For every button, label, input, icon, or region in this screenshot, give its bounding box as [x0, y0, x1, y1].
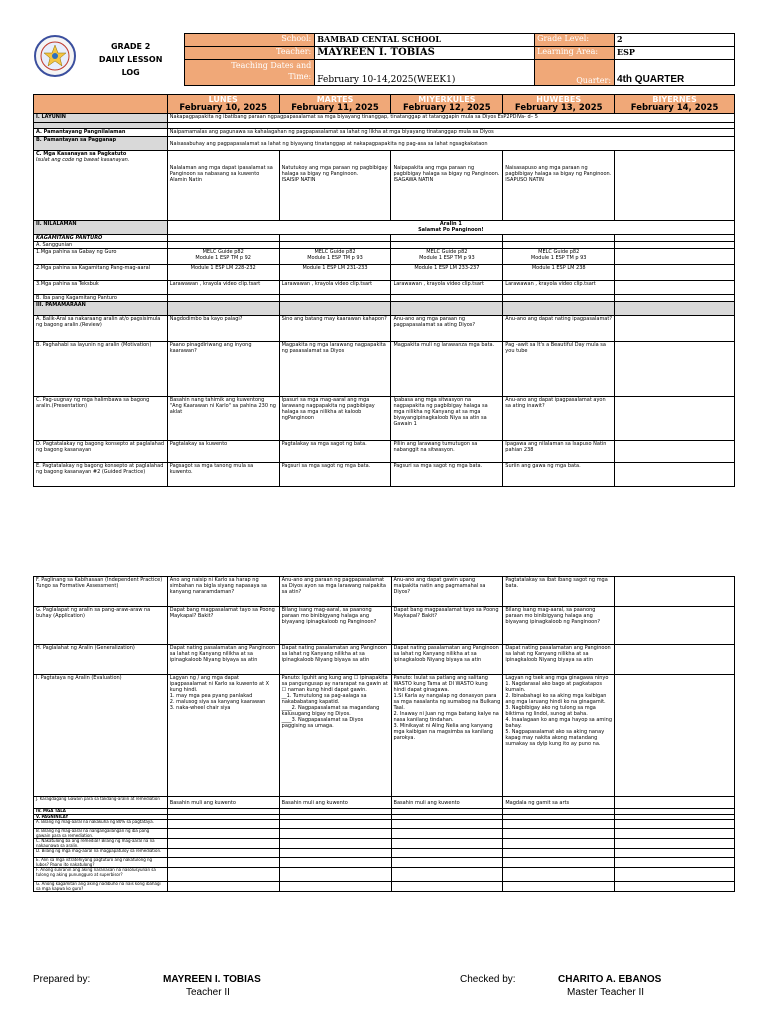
pag-uugnay-thursday: Anu-ano ang dapat ipagpasalamat ayon sa ating inawit? — [503, 397, 615, 441]
learning-area-label: Learning Area: — [535, 47, 615, 60]
reflection-row-f: F. Anong suliranin ang aking naranasan na nasolusyunan sa tulong ng aking punungguro at superbisor? — [34, 868, 168, 882]
teacher-value: MAYREEN I. TOBIAS — [315, 47, 535, 60]
pag-uugnay-tuesday: Ipasuri sa mga mag-aaral ang mga larawang nagpapakita ng pagbibigay halaga sa mga nilikha at kaloob ngPanginoon — [279, 397, 391, 441]
teksbuk-label: 3.Mga pahina sa Teksbuk — [34, 281, 168, 295]
pag-uugnay-label: C. Pag-uugnay ng mga halimbawa sa bagong aralin.(Presentation) — [34, 397, 168, 441]
kasanayan-friday — [615, 151, 735, 221]
gabay-guro-label: 1.Mga pahina sa Gabay ng Guro — [34, 249, 168, 265]
grade-level-value: 2 — [615, 34, 735, 47]
paghahabi-wednesday: Magpakita muli ng larawanza mga bata. — [391, 342, 503, 397]
balik-aral-wednesday: Anu-ano ang mga paraan ng pagpapasalamat sa ating Diyos? — [391, 316, 503, 342]
pagtatalakay-2-label: E. Pagtatalakay ng bagong konsepto at paglalahad ng bagong kasanayan #2 (Guided Practice) — [34, 463, 168, 487]
mag-aaral-tuesday: Module 1 ESP LM 231-233 — [279, 265, 391, 281]
paglinang-label: F. Paglinang sa Kabihasaan (Independent Practice) Tungo sa Formative Assessment) — [34, 577, 168, 607]
kagamitang-mag-aaral-label: 2.Mga pahina sa Kagamitang Pang-mag-aaral — [34, 265, 168, 281]
quarter-label: Quarter: — [535, 60, 615, 86]
paglalapat-monday: Dapat bang magpasalamat tayo sa Poong Maykapal? Bakit? — [167, 607, 279, 645]
kasanayan-wednesday: Naipapakita ang mga paraan ng pagbibigay halaga sa bigay ng Panginoon. ISAGAWA NATIN — [391, 151, 503, 221]
pamantayan-sa-pagganap-text: Naisasabuhay ang pagpapasalamat sa lahat ng biyayang tinatanggap at nakapagpapakita ng pag-asa sa lahat ngsagkakataon — [167, 137, 734, 151]
document-title: GRADE 2 DAILY LESSON LOG — [98, 42, 163, 77]
aralin-title: Aralin 1 Salamat Po Panginoon! — [167, 221, 734, 235]
balik-aral-tuesday: Sino ang batang may kaarawan kahapon? — [279, 316, 391, 342]
prepared-by-role: Teacher II — [186, 987, 230, 998]
paglalapat-label: G. Paglalapat ng aralin sa pang-araw-araw na buhay (Application) — [34, 607, 168, 645]
paghahabi-friday — [615, 342, 735, 397]
layunin-label: I. LAYUNIN — [34, 114, 168, 123]
pagtatalakay-1-thursday: Ipagawa ang nilalaman sa Isapuso Natin pahian 238 — [503, 441, 615, 463]
day-tuesday: MARTES February 11, 2025 — [279, 95, 391, 114]
reflection-row-b: B. Bilang ng mag-aaral na nangangailangan ng iba pang gawain para sa remediation. — [34, 829, 168, 839]
gabay-guro-thursday: MELC Guide p82 Module 1 ESP TM p 93 — [503, 249, 615, 265]
pag-uugnay-wednesday: Ipabasa ang mga sitwasyon na nagpapakita ng pagbibigay halaga sa mga nilikha ng Kanyang at sa mga biyayangipinagkaloob Niya sa atin sa Gawain 1 — [391, 397, 503, 441]
checked-by-name: CHARITO A. EBANOS — [558, 974, 662, 985]
karagdagang-wednesday: Basahin muli ang kuwento — [391, 797, 503, 809]
paglalahat-friday — [615, 645, 735, 675]
paglalahat-label: H. Paglalahat ng Aralin (Generalization) — [34, 645, 168, 675]
paglalahat-wednesday: Dapat nating pasalamatan ang Panginoon sa lahat ng Kanyang nilikha at sa ipinagkaloob Niyang biyaya sa atin — [391, 645, 503, 675]
iba-pang-kagamitan-label: B. Iba pang Kagamitang Panturo — [34, 295, 168, 302]
mga-tala-label: IV. MGA TALA — [34, 809, 168, 815]
teksbuk-thursday: Larawawan , krayola video clip.tsart — [503, 281, 615, 295]
teksbuk-friday — [615, 281, 735, 295]
day-header-row — [34, 95, 735, 114]
karagdagang-tuesday: Basahin muli ang kuwento — [279, 797, 391, 809]
pagtatalakay-1-tuesday: Pagtalakay sa mga sagot ng bata. — [279, 441, 391, 463]
teksbuk-wednesday: Larawawan , krayola video clip.tsart — [391, 281, 503, 295]
nilalaman-label: II. NILALAMAN — [34, 221, 168, 235]
sanggunian-label: A. Sanggunian — [34, 242, 168, 249]
reflection-row-a: A. Bilang ng mag-aaral na nakakuha ng 80% sa pagtataya. — [34, 820, 168, 829]
karagdagang-monday: Basahin muli ang kuwento — [167, 797, 279, 809]
paglalapat-wednesday: Dapat bang magpasalamat tayo sa Poong Maykapal? Bakit? — [391, 607, 503, 645]
paglalahat-monday: Dapat nating pasalamatan ang Panginoon sa lahat ng Kanyang nilikha at sa ipinagkaloob Niyang biyaya sa atin — [167, 645, 279, 675]
pamantayang-pangnilalaman-text: Naipamamalas ang pagunawa sa kahalagahan ng pagpapasalamat sa lahat ng likha at mga biyayang tinatanggap mula sa Diyos — [167, 129, 734, 137]
reflection-row-d: D. Bilang ng mga mag-aaral na magpapatuloy sa remediation. — [34, 849, 168, 858]
lesson-table-page2 — [33, 576, 735, 892]
layunin-text: Nakapagpapakita ng ibatibang paraan ngpagpapasalamat sa mga biyayang tinanggap, tinatanggap at tatanggapin mula sa Diyos EsP2PDIVa- d– 5 — [167, 114, 734, 123]
paglinang-monday: Ano ang naisip ni Karlo sa harap ng simbahan na bigla siyang napasaya sa kanyang nararamdaman? — [167, 577, 279, 607]
day-wednesday: MIYERKULES February 12, 2025 — [391, 95, 503, 114]
karagdagang-thursday: Magdala ng gamit sa arts — [503, 797, 615, 809]
pagtatalakay-1-label: D. Pagtatalakay ng bagong konsepto at paglalahad ng bagong kasanayan — [34, 441, 168, 463]
teacher-label: Teacher: — [185, 47, 315, 60]
pagtatalakay-2-tuesday: Pagsuri sa mga sagot ng mga bata. — [279, 463, 391, 487]
paglalapat-friday — [615, 607, 735, 645]
pagtatalakay-1-wednesday: Piliin ang larawang tumutugon sa nabanggit na sitwasyon. — [391, 441, 503, 463]
paglinang-tuesday: Anu-ano ang paraan ng pagpapasalamat sa Diyos ayon sa mga larawang naipakita sa atin? — [279, 577, 391, 607]
gabay-guro-monday: MELC Guide p82 Module 1 ESP TM p 92 — [167, 249, 279, 265]
pagtataya-thursday: Lagyan ng tsek ang mga ginagawa ninyo 1. Nagdarasal ako bago at pagkatapos kumain. 2. Ibinabahagi ko sa aking mga kaibigan ang mga laruang hindi ko na ginagamit. 3. Nagbibigay ako ng tulong sa mga biktima ng lindol, sunog at baha. 4. Inaalagaan ko ang mga hayop sa aming bahay. 5. Nagpapasalamat ako sa aking nanay kapag may nakita akong matandang sumakay sa dyip kung ito ay puno na. — [503, 675, 615, 797]
learning-area-value: ESP — [615, 47, 735, 60]
reflection-row-c: C. Nakatulong ba ang remedial? Bilang ng mag-aaral na na nakaunawa sa aralin. — [34, 839, 168, 849]
grade-level-label: Grade Level: — [535, 34, 615, 47]
paglinang-wednesday: Anu-ano ang dapat gawin upang maipakita natin ang pagmamahal sa Diyos? — [391, 577, 503, 607]
reflection-row-e: E. Alin sa mga istratehiyang pagtuturo ang nakatulong ng lubos? Paano ito nakatulong? — [34, 858, 168, 868]
kasanayan-monday: Nalalaman ang mga dapat ipasalamat sa Panginoon sa nabasang sa kuwento Alamin Natin — [167, 151, 279, 221]
paglalapat-tuesday: Bilang isang mag-aaral, sa paanong paraan mo binibigyang halaga ang biyayang ipinagkaloob ng Panginoon? — [279, 607, 391, 645]
prepared-by-label: Prepared by: — [33, 974, 91, 985]
kasanayan-thursday: Naisasapuso ang mga paraan ng pagbibigay halaga sa bigay ng Panginoon. ISAPUSO NATIN — [503, 151, 615, 221]
pagninilay-label: V. PAGNINILAY — [34, 814, 168, 820]
mag-aaral-thursday: Module 1 ESP LM 238 — [503, 265, 615, 281]
pagtataya-monday: Lagyan ng / ang mga dapat ipagpasalamat ni Karlo sa kuwento at X kung hindi. 1. may mga pea pyang panlakad 2. malusog siya sa kanyang kaarawan 3. naka-wheel chair siya — [167, 675, 279, 797]
mag-aaral-friday — [615, 265, 735, 281]
pagtataya-tuesday: Panuto: Iguhit ang kung ang ☐ ipinapakita sa pangungusap ay nararapat na gawin at ☐ naman kung hindi dapat gawin. __1. Tumutulong sa pag-aalaga sa nakababatang kapatid. ____2. Nagpapasalamat sa magandang kalusugang bigay ng Diyos. ____3. Nagpapasalamat sa Diyos paggising sa umaga. — [279, 675, 391, 797]
paglalahat-thursday: Dapat nating pasalamatan ang Panginoon sa lahat ng Kanyang nilikha at sa ipinagkaloob Niyang biyaya sa atin — [503, 645, 615, 675]
karagdagang-gawain-label: J. Karagdagang Gawain para sa takdang-aralin at remediation — [34, 797, 168, 809]
paglinang-friday — [615, 577, 735, 607]
pagtataya-label: I. Pagtataya ng Aralin (Evaluation) — [34, 675, 168, 797]
kasanayan-tuesday: Natutukoy ang mga paraan ng pagbibigay halaga sa bigay ng Panginoon. ISAISIP NATIN — [279, 151, 391, 221]
checked-by-label: Checked by: — [460, 974, 516, 985]
day-thursday: HUWEBES February 13, 2025 — [503, 95, 615, 114]
pagtatalakay-2-friday — [615, 463, 735, 487]
prepared-by-name: MAYREEN I. TOBIAS — [163, 974, 261, 985]
paghahabi-monday: Paano pinagdiriwang ang inyong kaarawan? — [167, 342, 279, 397]
teksbuk-monday: Larawawan , krayola video clip.tsart — [167, 281, 279, 295]
pamantayang-pangnilalaman-label: A. Pamantayang Pangnilalaman — [34, 129, 168, 137]
day-monday: LUNES February 10, 2025 — [167, 95, 279, 114]
balik-aral-label: A. Balik-Aral sa nakaraang aralin at/o pagsisimula ng bagong aralin.(Review) — [34, 316, 168, 342]
teaching-dates-label: Teaching Dates and Time: — [185, 60, 315, 86]
checked-by-role: Master Teacher II — [567, 987, 645, 998]
paghahabi-label: B. Paghahabi sa layunin ng aralin (Motivation) — [34, 342, 168, 397]
paglinang-thursday: Pagtatalakay sa ibat ibang sagot ng mga bata. — [503, 577, 615, 607]
pagtatalakay-2-wednesday: Pagsuri sa mga sagot ng mga bata. — [391, 463, 503, 487]
balik-aral-monday: Nagdodimbo ba kayo palagi? — [167, 316, 279, 342]
gabay-guro-friday — [615, 249, 735, 265]
school-label: School: — [185, 34, 315, 47]
reflection-row-g: G. Anong kagamitan ang aking nadibuho na nais kong ibahagi sa mga kapwa ko guro? — [34, 882, 168, 892]
teaching-dates-value: February 10-14,2025(WEEK1) — [315, 60, 535, 86]
pagtatalakay-2-monday: Pagsagot sa mga tanong mula sa kuwento. — [167, 463, 279, 487]
pagtataya-wednesday: Panuto: Isulat sa patlang ang salitang WASTO kung Tama at DI WASTO kung hindi dapat ginagawa. 1.Si Karla ay nangalap ng donasyon para sa mga nasalanta ng sumabog na Bulkang Taal. 2. Inaway ni Juan ng mga batang kalye na nasa kanilang tindahan. 3. Minikayat ni Aling Nelia ang kanyang mga kaibigan na magsimba sa kanilang parokya. — [391, 675, 503, 797]
pagtatalakay-2-thursday: Suriin ang gawa ng mga bata. — [503, 463, 615, 487]
karagdagang-friday — [615, 797, 735, 809]
gabay-guro-tuesday: MELC Guide p82 Module 1 ESP TM p 93 — [279, 249, 391, 265]
pamantayan-sa-pagganap-label: B. Pamantayan sa Pagganap — [34, 137, 168, 151]
day-friday: BIYERNES February 14, 2025 — [615, 95, 735, 114]
paglalahat-tuesday: Dapat nating pasalamatan ang Panginoon sa lahat ng Kanyang nilikha at sa ipinagkaloob Niyang biyaya sa atin — [279, 645, 391, 675]
mag-aaral-wednesday: Module 1 ESP LM 233-237 — [391, 265, 503, 281]
school-value: BAMBAD CENTAL SCHOOL — [315, 34, 535, 47]
pag-uugnay-friday — [615, 397, 735, 441]
header-table — [33, 33, 735, 86]
paghahabi-thursday: Pag -awit sa It's a Beautiful Day mula sa you tube — [503, 342, 615, 397]
pagtatalakay-1-monday: Pagtalakay sa kuwento — [167, 441, 279, 463]
pag-uugnay-monday: Basahin nang tahimik ang kuwentong "Ang Kaarawan ni Karlo" sa pahina 230 ng aklat — [167, 397, 279, 441]
quarter-value: 4th QUARTER — [615, 60, 735, 86]
pamamaraan-label: III. PAMAMARAAN — [34, 302, 168, 316]
mag-aaral-monday: Module 1 ESP LM 228-232 — [167, 265, 279, 281]
pagtatalakay-1-friday — [615, 441, 735, 463]
lesson-table-page1 — [33, 94, 735, 487]
paghahabi-tuesday: Magpakita ng mga larawang nagpapakita ng pasasalamat sa Diyos — [279, 342, 391, 397]
mga-kasanayan-label: C. Mga Kasanayan sa Pagkatuto Isulat ang code ng bawat kasanayan. — [34, 151, 168, 221]
pagtataya-friday — [615, 675, 735, 797]
balik-aral-thursday: Anu-ano ang dapat nating ipagpasalamat? — [503, 316, 615, 342]
balik-aral-friday — [615, 316, 735, 342]
gabay-guro-wednesday: MELC Guide p82 Module 1 ESP TM p 93 — [391, 249, 503, 265]
paglalapat-thursday: Bilang isang mag-aaral, sa paanong paraan mo binibigyang halaga ang biyayang ipinagkaloob ng Panginoon? — [503, 607, 615, 645]
teksbuk-tuesday: Larawawan , krayola video clip.tsart — [279, 281, 391, 295]
kagamitang-panturo-label: KAGAMITANG PANTURO — [34, 235, 168, 242]
